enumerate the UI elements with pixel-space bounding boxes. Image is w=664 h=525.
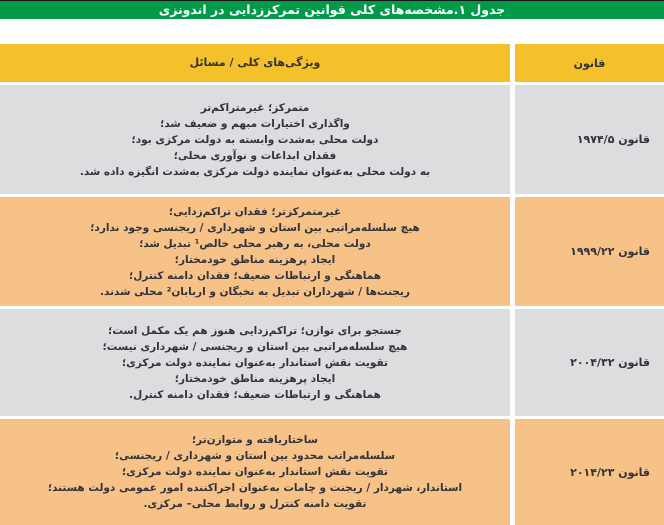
feature-line: تقویت دامنه کنترل و روابط محلی– مرکزی.	[143, 498, 367, 510]
table-row-law-2004-32	[0, 309, 664, 416]
table-title-bar	[0, 0, 664, 19]
feature-line: غیرمتمرکزتر؛ فقدان تراکم‌زدایی؛	[168, 205, 342, 218]
feature-line: متمرکز؛ غیرمتراکم‌تر	[200, 101, 310, 114]
feature-line: هیچ سلسله‌مراتبی بین استان و شهرداری / ریجنسی وجود ندارد؛	[90, 221, 420, 234]
features-cell	[0, 85, 510, 194]
feature-line: به دولت محلی به‌عنوان نماینده دولت مرکزی به‌شدت انگیزه داده شد.	[79, 165, 431, 178]
feature-line: استاندار، شهردار / ریجنت و چامات به‌عنوان اجراکننده امور عمومی دولت هستند؛	[47, 482, 463, 494]
table-row-law-1974-5	[0, 85, 664, 194]
column-header-law: قانون	[515, 44, 664, 82]
law-cell: قانون ۱۹۷۴/۵	[515, 85, 664, 194]
feature-line: هماهنگی و ارتباطات ضعیف؛ فقدان دامنه کنترل.	[129, 388, 381, 401]
feature-line: ایجاد پرهزینه مناطق خودمختار؛	[174, 253, 336, 266]
table-title: جدول ۱.مشخصه‌های کلی قوانین تمرکززدایی در اندونزی	[158, 2, 506, 17]
feature-line: دولت محلی به‌شدت وابسته به دولت مرکزی بود؛	[131, 133, 379, 146]
feature-line: تقویت نقش استاندار به‌عنوان نماینده دولت مرکزی؛	[121, 356, 389, 369]
feature-line: فقدان ابداعات و نوآوری محلی؛	[173, 149, 337, 162]
feature-line: تقویت نقش استاندار به‌عنوان نماینده دولت مرکزی؛	[121, 466, 389, 478]
column-header-features	[0, 44, 510, 82]
feature-line: دولت محلی، به رهبر محلی خالص¹ تبدیل شد؛	[139, 237, 371, 250]
table-row-law-1999-22	[0, 197, 664, 306]
feature-line: ساختاریافته و متوازن‌تر؛	[191, 434, 318, 446]
features-cell	[0, 419, 510, 525]
law-cell: قانون ۲۰۱۴/۲۳	[515, 419, 664, 525]
feature-line: ایجاد پرهزینه مناطق خودمختار؛	[174, 372, 336, 385]
features-cell	[0, 309, 510, 416]
feature-line: هیچ سلسله‌مراتبی بین استان و ریجنسی / شهرداری نیست؛	[102, 340, 408, 353]
law-cell: قانون ۱۹۹۹/۲۲	[515, 197, 664, 306]
feature-line: سلسله‌مراتب محدود بین استان و شهرداری / ریجنسی؛	[114, 450, 396, 462]
feature-line: هماهنگی و ارتباطات ضعیف؛ فقدان دامنه کنترل؛	[129, 269, 381, 282]
feature-line: واگذاری اختیارات مبهم و ضعیف شد؛	[160, 117, 350, 130]
decentralization-laws-table	[0, 44, 664, 525]
table-header-row	[0, 44, 664, 82]
feature-line: جستجو برای توازن؛ تراکم‌زدایی هنوز هم یک مکمل است؛	[108, 324, 402, 337]
table-row-law-2014-23	[0, 419, 664, 525]
features-cell	[0, 197, 510, 306]
feature-line: ریجنت‌ها / شهرداران تبدیل به نخبگان و اربابان² محلی شدند.	[100, 285, 410, 298]
column-header-features-label: ویژگی‌های کلی / مسائل	[189, 56, 321, 69]
law-cell: قانون ۲۰۰۴/۳۲	[515, 309, 664, 416]
